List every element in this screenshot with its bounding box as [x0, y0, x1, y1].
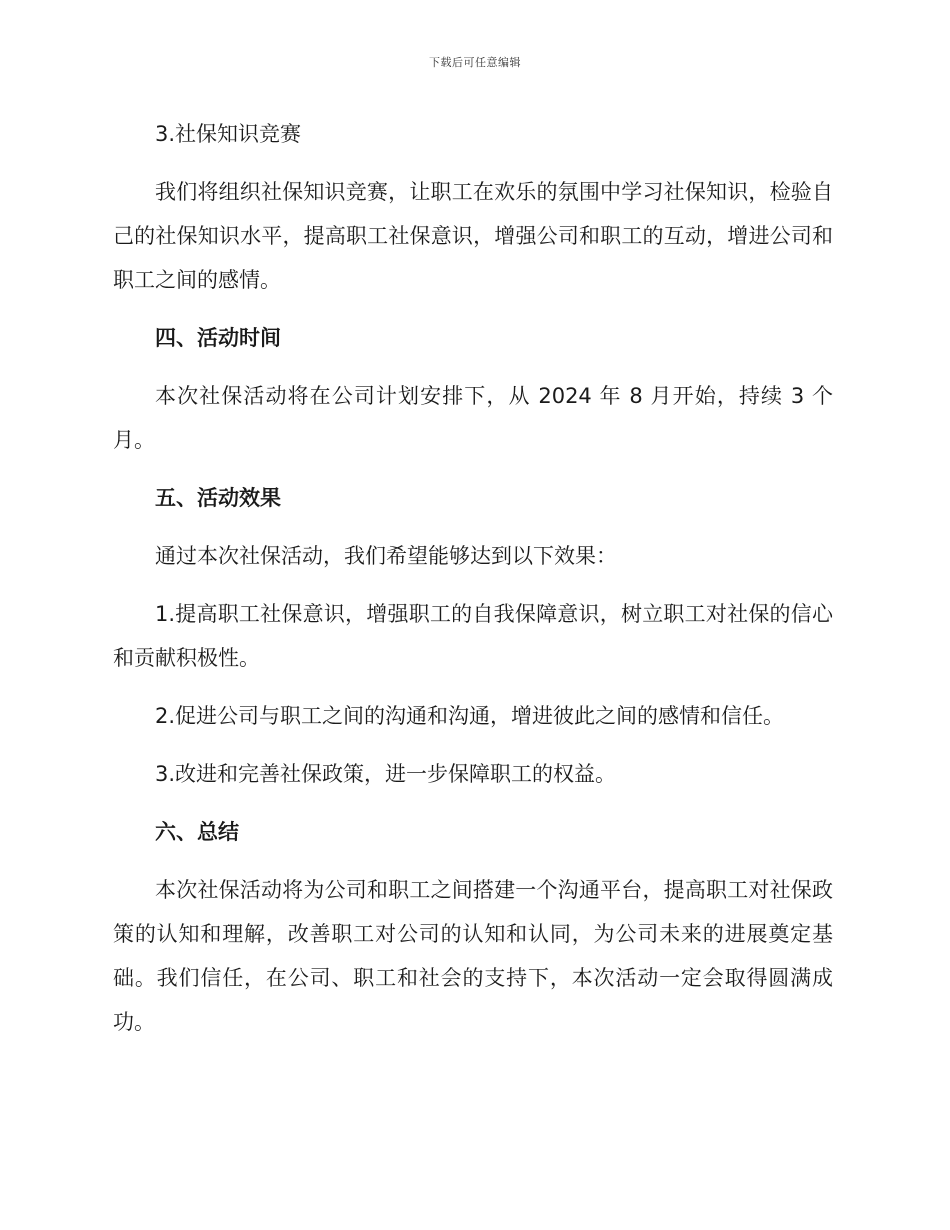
section-heading-summary: 六、总结 — [155, 820, 239, 844]
list-item-effect-3: 3.改进和完善社保政策，进一步保障职工的权益。 — [155, 762, 617, 786]
paragraph-effect-intro: 通过本次社保活动，我们希望能够达到以下效果： — [155, 544, 617, 568]
paragraph-activity-time: 本次社保活动将在公司计划安排下，从 2024 年 8 月开始，持续 3 个月。 — [113, 384, 833, 452]
section-heading-activity-effect: 五、活动效果 — [155, 486, 281, 510]
section-heading-activity-time: 四、活动时间 — [155, 326, 281, 350]
list-item-effect-2: 2.促进公司与职工之间的沟通和沟通，增进彼此之间的感情和信任。 — [155, 704, 785, 728]
list-item-quiz: 3.社保知识竞赛 — [155, 122, 302, 146]
list-item-effect-1: 1.提高职工社保意识，增强职工的自我保障意识，树立职工对社保的信心和贡献积极性。 — [113, 602, 833, 670]
document-body — [113, 112, 833, 1058]
paragraph-summary: 本次社保活动将为公司和职工之间搭建一个沟通平台，提高职工对社保政策的认知和理解，改善职工对公司的认知和认同，为公司未来的进展奠定基础。我们信任，在公司、职工和社会的支持下，本次活动一定会取得圆满成功。 — [113, 878, 833, 1034]
page-header-note: 下载后可任意编辑 — [429, 56, 521, 69]
paragraph-quiz-description: 我们将组织社保知识竞赛，让职工在欢乐的氛围中学习社保知识，检验自己的社保知识水平，提高职工社保意识，增强公司和职工的互动，增进公司和职工之间的感情。 — [113, 180, 833, 292]
